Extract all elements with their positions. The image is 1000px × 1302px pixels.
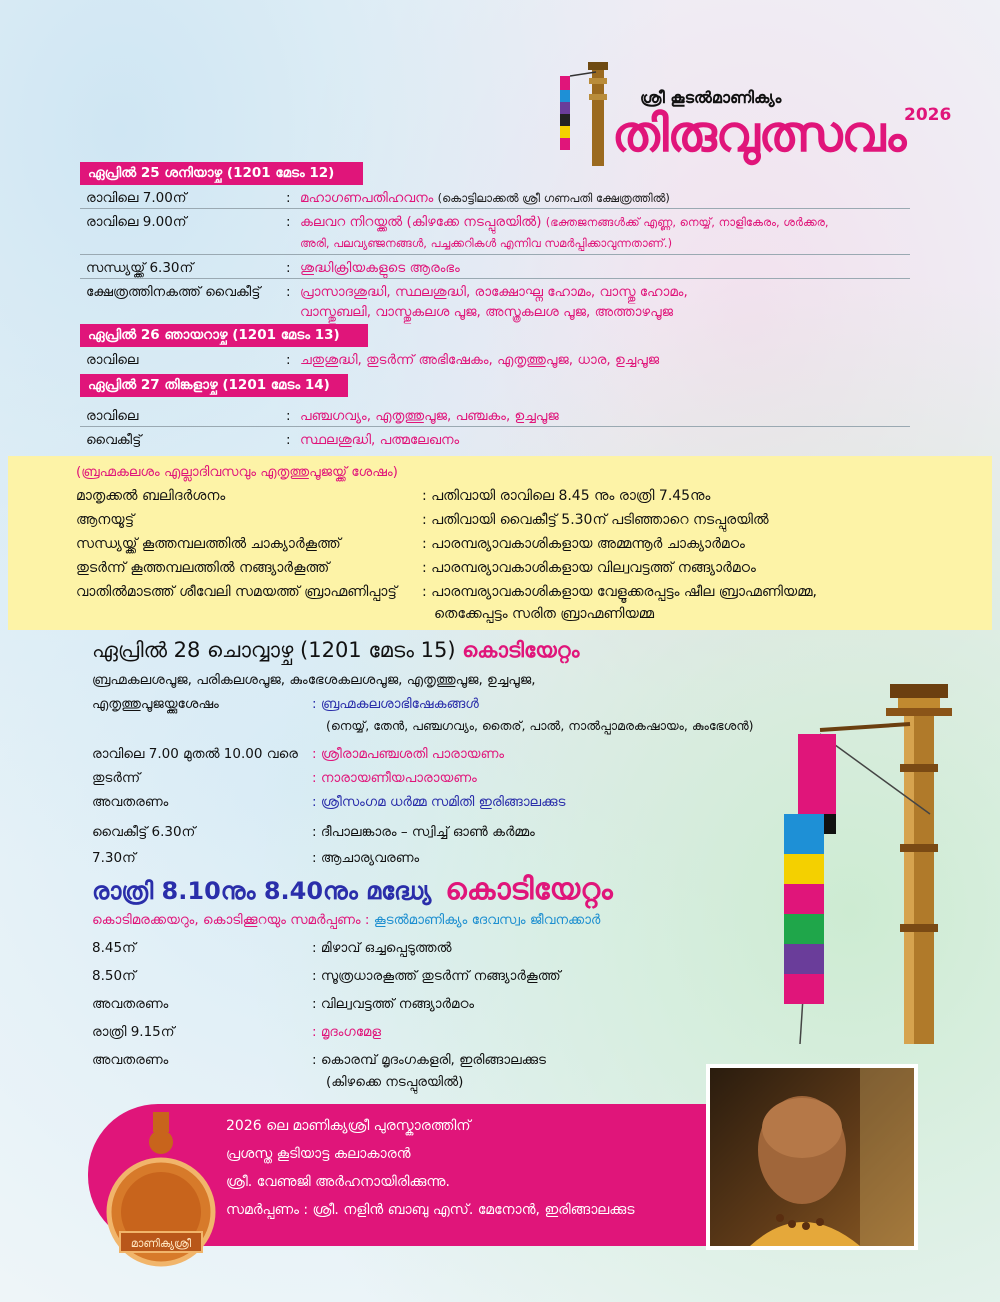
event-text: ശ്രീസംഗമ ധർമ്മ സമിതി ഇരിങ്ങാലക്കുട <box>320 794 566 810</box>
event-text: നാരായണീയപാരായണം <box>320 770 477 786</box>
day25-time-1: രാവിലെ 7.00ന് <box>86 190 187 206</box>
day28-heading <box>92 638 579 663</box>
day28-late-time-4: രാത്രി 9.15ന് <box>92 1024 175 1040</box>
day25-event-3: ശുദ്ധിക്രിയകളുടെ ആരംഭം <box>300 260 460 276</box>
daily-heading: (ബ്രഹ്മകലശം എല്ലാദിവസവും എതൃത്തുപൂജയ്ക്ക് ശേഷം) <box>76 464 398 480</box>
daily-detail-1: : പതിവായി രാവിലെ 8.45 നും രാത്രി 7.45നും <box>422 488 711 504</box>
event-text: കൊരമ്പ് മൃദംഗകളരി, ഇരിങ്ങാലക്കുട <box>320 1052 547 1068</box>
event-text: മൃദംഗമേള <box>320 1024 382 1040</box>
day27-heading: ഏപ്രിൽ 27 തിങ്കളാഴ്ച (1201 മേടം 14) <box>80 374 348 397</box>
divider <box>80 254 910 255</box>
detail-text: പാരമ്പര്യാവകാശികളായ അമ്മന്നൂർ ചാക്യാർമഠം <box>431 536 745 552</box>
sponsor-line <box>92 912 600 928</box>
day28-event-1-note: (നെയ്യ്, തേൻ, പഞ്ചഗവ്യം, തൈര്, പാൽ, നാൽപ്പാമരകഷായം, കുംഭേശൻ) <box>326 718 754 733</box>
day25-event-4: പ്രാസാദശുദ്ധി, സ്ഥലശുദ്ധി, രാക്ഷോഘ്ന ഹോമം, വാസ്തു ഹോമം, <box>300 284 688 300</box>
daily-item-3: സന്ധ്യയ്ക്ക് കൂത്തമ്പലത്തിൽ ചാക്യാർകൂത്ത് <box>76 536 341 552</box>
divider <box>80 426 910 427</box>
event-text: മഹാഗണപതിഹവനം <box>300 190 434 206</box>
colon: : <box>286 352 291 368</box>
day28-event-2: : ശ്രീരാമപഞ്ചശതി പാരായണം <box>312 746 505 762</box>
detail-text: പതിവായി രാവിലെ 8.45 നും രാത്രി 7.45നും <box>431 488 711 504</box>
day28-late-time-3: അവതരണം <box>92 996 169 1012</box>
detail-text: പാരമ്പര്യാവകാശികളായ വില്വവട്ടത്ത് നങ്ങ്യാർമഠം <box>431 560 756 576</box>
event-text: കലവറ നിറയ്ക്കൽ (കിഴക്കേ നടപ്പുരയിൽ) <box>300 214 542 230</box>
day27-time-2: വൈകീട്ട് <box>86 432 142 448</box>
colon: : <box>286 260 291 276</box>
day25-time-3: സന്ധ്യയ്ക്ക് 6.30ന് <box>86 260 194 276</box>
colon: : <box>286 214 291 230</box>
daily-detail-5: : പാരമ്പര്യാവകാശികളായ വേളൂക്കരപ്പട്ടം ഷീല ബ്രാഹ്മണിയമ്മ, <box>422 584 817 600</box>
manikyasree-medal-icon <box>106 1112 216 1282</box>
day28-late-time-2: 8.50ന് <box>92 968 136 984</box>
day25-event-2 <box>300 214 829 230</box>
day26-heading: ഏപ്രിൽ 26 ഞായറാഴ്ച (1201 മേടം 13) <box>80 324 368 347</box>
event-text: വില്വവട്ടത്ത് നങ്ങ്യാർമഠം <box>320 996 475 1012</box>
day28-event-4: : ശ്രീസംഗമ ധർമ്മ സമിതി ഇരിങ്ങാലക്കുട <box>312 794 566 810</box>
day25-event-4b: വാസ്തുബലി, വാസ്തുകലശ പൂജ, അസ്ത്രകലശ പൂജ, അത്താഴപൂജ <box>300 304 673 320</box>
day28-late-time-1: 8.45ന് <box>92 940 136 956</box>
daily-item-4: തുടർന്ന് കൂത്തമ്പലത്തിൽ നങ്ങ്യാർകൂത്ത് <box>76 560 330 576</box>
day28-heading-highlight: കൊടിയേറ്റം <box>462 638 580 662</box>
day25-time-4: ക്ഷേത്രത്തിനകത്ത് വൈകീട്ട് <box>86 284 261 300</box>
day28-time-3: തുടർന്ന് <box>92 770 141 786</box>
event-text: സൂത്രധാരകൂത്ത് തുടർന്ന് നങ്ങ്യാർകൂത്ത് <box>320 968 561 984</box>
day28-event-1: : ബ്രഹ്മകലശാഭിഷേകങ്ങൾ <box>312 696 479 712</box>
day27-time-1: രാവിലെ <box>86 408 139 424</box>
day28-time-5: വൈകീട്ട് 6.30ന് <box>92 824 196 840</box>
event-text: ദീപാലങ്കാരം – സ്വിച്ച് ഓൺ കർമ്മം <box>320 824 535 840</box>
day28-late-event-2: : സൂത്രധാരകൂത്ത് തുടർന്ന് നങ്ങ്യാർകൂത്ത് <box>312 968 561 984</box>
event-note: (കൊട്ടിലാക്കൽ ശ്രീ ഗണപതി ക്ഷേത്രത്തിൽ) <box>437 191 670 205</box>
day28-time-4: അവതരണം <box>92 794 169 810</box>
sponsor-label: കൊടിമരക്കയറും, കൊടിക്കൂറയും സമർപ്പണം : <box>92 912 370 928</box>
event-text: ആചാര്യവരണം <box>320 850 420 866</box>
award-line-3: ശ്രീ. വേണുജി അർഹനായിരിക്കുന്നു. <box>226 1174 450 1190</box>
day28-time-1: എതൃത്തുപൂജയ്ക്കുശേഷം <box>92 696 219 712</box>
portrait-image <box>710 1068 914 1246</box>
colon: : <box>286 284 291 300</box>
award-line-1: 2026 ലെ മാണിക്യശ്രീ പുരസ്കാരത്തിന് <box>226 1118 471 1134</box>
daily-item-1: മാതൃക്കൽ ബലിദർശനം <box>76 488 226 504</box>
colon: : <box>286 408 291 424</box>
page-title: തിരുവുത്സവം <box>612 105 906 163</box>
event-text: ബ്രഹ്മകലശാഭിഷേകങ്ങൾ <box>320 696 479 712</box>
day28-late-event-1: : മിഴാവ് ഒച്ചപ്പെടുത്തൽ <box>312 940 452 956</box>
subtitle: ശ്രീ കൂടൽമാണിക്യം <box>640 88 782 107</box>
day25-event-1 <box>300 190 670 206</box>
colon: : <box>286 190 291 206</box>
day27-event-1: പഞ്ചഗവ്യം, എതൃത്തുപൂജ, പഞ്ചകം, ഉച്ചപൂജ <box>300 408 559 424</box>
kodiyettam-event: കൊടിയേറ്റം <box>445 872 613 907</box>
day28-late-event-5b: (കിഴക്കെ നടപ്പുരയിൽ) <box>326 1074 464 1090</box>
day28-event-6: : ആചാര്യവരണം <box>312 850 420 866</box>
day28-late-event-5: : കൊരമ്പ് മൃദംഗകളരി, ഇരിങ്ങാലക്കുട <box>312 1052 547 1068</box>
day26-event-1: ചതുശുദ്ധി, തുടർന്ന് അഭിഷേകം, എതൃത്തുപൂജ, ധാര, ഉച്ചപൂജ <box>300 352 660 368</box>
day28-late-event-3: : വില്വവട്ടത്ത് നങ്ങ്യാർമഠം <box>312 996 475 1012</box>
day25-time-2: രാവിലെ 9.00ന് <box>86 214 187 230</box>
daily-detail-3: : പാരമ്പര്യാവകാശികളായ അമ്മന്നൂർ ചാക്യാർമഠം <box>422 536 745 552</box>
daily-detail-4: : പാരമ്പര്യാവകാശികളായ വില്വവട്ടത്ത് നങ്ങ്യാർമഠം <box>422 560 756 576</box>
day26-time-1: രാവിലെ <box>86 352 139 368</box>
day27-event-2: സ്ഥലശുദ്ധി, പത്മലേഖനം <box>300 432 460 448</box>
award-line-2: പ്രശസ്ത കൂടിയാട്ട കലാകാരൻ <box>226 1146 411 1162</box>
sponsor-name: കൂടൽമാണിക്യം ദേവസ്വം ജീവനക്കാർ <box>373 912 601 928</box>
day25-event-2-note: അരി, പലവ്യഞ്ജനങ്ങൾ, പച്ചക്കറികൾ എന്നിവ സമർപ്പിക്കാവുന്നതാണ്.) <box>300 236 673 250</box>
day28-intro: ബ്രഹ്മകലശപൂജ, പരികലശപൂജ, കുംഭേശകലശപൂജ, എതൃത്തുപൂജ, ഉച്ചപൂജ, <box>92 672 536 688</box>
daily-detail-5b: തെക്കേപ്പട്ടം സരിത ബ്രാഹ്മണിയമ്മ <box>434 606 655 622</box>
awardee-photo <box>706 1064 918 1250</box>
day28-late-time-5: അവതരണം <box>92 1052 169 1068</box>
divider <box>80 208 910 209</box>
day25-heading: ഏപ്രിൽ 25 ശനിയാഴ്ച (1201 മേടം 12) <box>80 162 363 185</box>
kodiyettam-time: രാത്രി 8.10നും 8.40നും മദ്ധ്യേ <box>92 877 432 905</box>
detail-text: പാരമ്പര്യാവകാശികളായ വേളൂക്കരപ്പട്ടം ഷീല ബ്രാഹ്മണിയമ്മ, <box>431 584 817 600</box>
day28-late-event-4: : മൃദംഗമേള <box>312 1024 382 1040</box>
daily-item-2: ആനയൂട്ട് <box>76 512 135 528</box>
day28-time-2: രാവിലെ 7.00 മുതൽ 10.00 വരെ <box>92 746 298 762</box>
day28-heading-text: ഏപ്രിൽ 28 ചൊവ്വാഴ്ച (1201 മേടം 15) <box>92 638 456 662</box>
award-line-4: സമർപ്പണം : ശ്രീ. നളിൻ ബാബു എസ്. മേനോൻ, ഇരിങ്ങാലക്കുട <box>226 1202 635 1218</box>
divider <box>80 278 910 279</box>
day28-event-3: : നാരായണീയപാരായണം <box>312 770 477 786</box>
day28-time-6: 7.30ന് <box>92 850 136 866</box>
colon: : <box>286 432 291 448</box>
event-note: (ഭക്തജനങ്ങൾക്ക് എണ്ണ, നെയ്യ്, നാളികേരം, ശർക്കര, <box>545 215 829 229</box>
day28-event-5: : ദീപാലങ്കാരം – സ്വിച്ച് ഓൺ കർമ്മം <box>312 824 535 840</box>
event-text: ശ്രീരാമപഞ്ചശതി പാരായണം <box>320 746 505 762</box>
daily-detail-2: : പതിവായി വൈകീട്ട് 5.30ന് പടിഞ്ഞാറെ നടപ്പുരയിൽ <box>422 512 769 528</box>
year-label: 2026 <box>904 105 952 125</box>
event-text: മിഴാവ് ഒച്ചപ്പെടുത്തൽ <box>320 940 452 956</box>
flagpole-illustration <box>740 664 980 1044</box>
daily-item-5: വാതിൽമാടത്ത് ശീവേലി സമയത്ത് ബ്രാഹ്മണിപ്പാട്ട് <box>76 584 397 600</box>
detail-text: പതിവായി വൈകീട്ട് 5.30ന് പടിഞ്ഞാറെ നടപ്പുരയിൽ <box>431 512 769 528</box>
svg-text:മാണിക്യശ്രീ: മാണിക്യശ്രീ <box>130 1237 192 1250</box>
kodiyettam-main <box>92 872 613 907</box>
